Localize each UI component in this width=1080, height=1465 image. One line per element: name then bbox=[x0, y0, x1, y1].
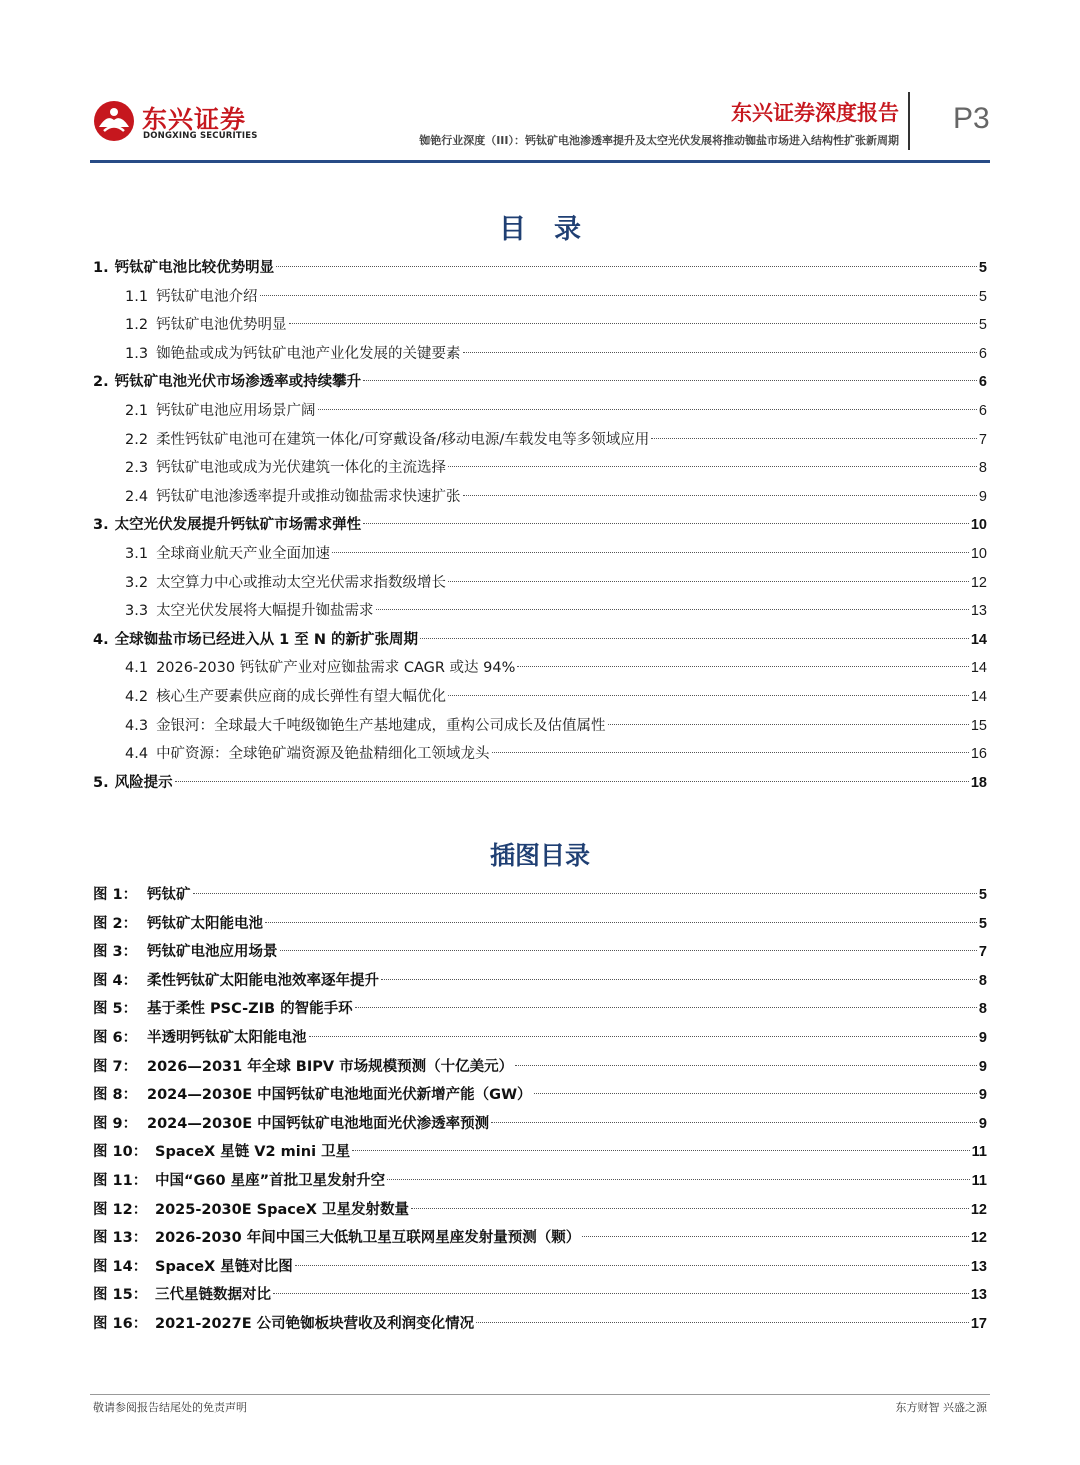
entry-title: 钙钛矿电池应用场景 bbox=[147, 944, 278, 961]
entry-page: 6 bbox=[978, 374, 987, 391]
entry-title: 钙钛矿 bbox=[147, 887, 191, 903]
entry-number: 图 2： bbox=[93, 915, 138, 932]
entry-title: 2021-2027E 公司铯铷板块营收及利润变化情况 bbox=[155, 1315, 475, 1332]
dot-leader bbox=[492, 752, 969, 753]
dot-leader bbox=[608, 724, 969, 725]
entry-page: 16 bbox=[970, 746, 987, 763]
dot-leader bbox=[280, 950, 977, 951]
entry-page: 14 bbox=[970, 631, 987, 648]
dot-leader bbox=[448, 581, 969, 582]
figure-entry[interactable] bbox=[93, 1053, 987, 1082]
entry-page: 15 bbox=[970, 717, 987, 734]
entry-page: 9 bbox=[978, 1115, 987, 1132]
page-number: P3 bbox=[953, 102, 990, 135]
dot-leader bbox=[376, 609, 969, 610]
entry-page: 13 bbox=[970, 1258, 987, 1275]
entry-number: 图 4： bbox=[93, 972, 138, 989]
dot-leader bbox=[352, 1150, 970, 1151]
entry-title: 2024—2030E 中国钙钛矿电池地面光伏渗透率预测 bbox=[147, 1115, 490, 1132]
figure-entry[interactable] bbox=[93, 1310, 987, 1339]
entry-title: 太空光伏发展将大幅提升铷盐需求 bbox=[156, 603, 374, 620]
entry-number: 2.3 bbox=[125, 460, 149, 477]
entry-page: 9 bbox=[978, 488, 987, 505]
figure-entry[interactable] bbox=[93, 1281, 987, 1310]
dot-leader bbox=[381, 979, 977, 980]
brand-name-en: DONGXING SECURITIES bbox=[143, 131, 258, 141]
entry-title: 2026-2030 年间中国三大低轨卫星互联网星座发射量预测（颗） bbox=[155, 1230, 581, 1247]
figure-list bbox=[93, 881, 987, 1339]
dot-leader bbox=[295, 1265, 969, 1266]
entry-title: SpaceX 星链对比图 bbox=[155, 1258, 293, 1275]
entry-title: 钙钛矿电池光伏市场渗透率或持续攀升 bbox=[114, 374, 362, 391]
dot-leader bbox=[534, 1093, 977, 1094]
entry-page: 8 bbox=[978, 1001, 987, 1018]
dot-leader bbox=[448, 695, 969, 696]
dot-leader bbox=[420, 638, 969, 639]
dot-leader bbox=[318, 409, 977, 410]
figure-entry[interactable] bbox=[93, 910, 987, 939]
entry-number: 3.3 bbox=[125, 603, 149, 620]
entry-title: 2024—2030E 中国钙钛矿电池地面光伏新增产能（GW） bbox=[147, 1087, 532, 1104]
figure-entry[interactable] bbox=[93, 1081, 987, 1110]
toc-entry-subsection[interactable] bbox=[93, 454, 987, 483]
entry-number: 4.2 bbox=[125, 688, 149, 705]
dot-leader bbox=[260, 295, 977, 296]
entry-page: 5 bbox=[978, 915, 987, 932]
entry-page: 6 bbox=[978, 345, 987, 362]
entry-page: 5 bbox=[978, 317, 987, 334]
dot-leader bbox=[463, 352, 977, 353]
figure-entry[interactable] bbox=[93, 1138, 987, 1167]
entry-page: 12 bbox=[970, 574, 987, 591]
figure-entry[interactable] bbox=[93, 1024, 987, 1053]
entry-number: 图 16： bbox=[93, 1315, 148, 1332]
entry-number: 4.1 bbox=[125, 660, 149, 677]
entry-page: 13 bbox=[970, 603, 987, 620]
entry-title: 太空算力中心或推动太空光伏需求指数级增长 bbox=[156, 574, 447, 591]
entry-title: 半透明钙钛矿太阳能电池 bbox=[147, 1029, 307, 1046]
header-separator bbox=[908, 92, 910, 150]
entry-title: 钙钛矿电池优势明显 bbox=[156, 317, 287, 334]
entry-title: 风险提示 bbox=[114, 774, 173, 791]
entry-number: 图 10： bbox=[93, 1144, 148, 1161]
dot-leader bbox=[332, 552, 969, 553]
entry-number: 4.3 bbox=[125, 717, 149, 734]
entry-title: 柔性钙钛矿太阳能电池效率逐年提升 bbox=[147, 972, 379, 989]
toc-list bbox=[93, 254, 987, 797]
toc-entry-subsection[interactable] bbox=[93, 426, 987, 455]
dot-leader bbox=[476, 1322, 969, 1323]
entry-number: 2.4 bbox=[125, 488, 149, 505]
toc-entry-subsection[interactable] bbox=[93, 683, 987, 712]
figure-entry[interactable] bbox=[93, 1196, 987, 1225]
entry-title: 基于柔性 PSC-ZIB 的智能手环 bbox=[147, 1001, 353, 1018]
entry-number: 4.4 bbox=[125, 746, 149, 763]
entry-title: 铷铯盐或成为钙钛矿电池产业化发展的关键要素 bbox=[156, 345, 461, 362]
toc-entry-subsection[interactable] bbox=[93, 283, 987, 312]
entry-title: 全球铷盐市场已经进入从 1 至 N 的新扩张周期 bbox=[114, 631, 419, 648]
entry-number: 2.1 bbox=[125, 402, 149, 419]
entry-number: 图 15： bbox=[93, 1287, 148, 1304]
header-rule bbox=[90, 160, 990, 163]
entry-page: 13 bbox=[970, 1287, 987, 1304]
figure-entry[interactable] bbox=[93, 967, 987, 996]
figure-list-heading: 插图目录 bbox=[489, 841, 590, 870]
entry-number: 2.2 bbox=[125, 431, 149, 448]
entry-title: 钙钛矿电池介绍 bbox=[156, 288, 258, 305]
toc-entry-subsection[interactable] bbox=[93, 397, 987, 426]
footer-slogan: 东方财智 兴盛之源 bbox=[895, 1401, 987, 1414]
entry-number: 图 1： bbox=[93, 887, 138, 903]
entry-title: 钙钛矿电池比较优势明显 bbox=[114, 260, 275, 276]
dot-leader bbox=[193, 893, 977, 894]
entry-page: 14 bbox=[970, 688, 987, 705]
entry-page: 10 bbox=[970, 517, 987, 534]
entry-page: 14 bbox=[970, 660, 987, 677]
entry-number: 3.1 bbox=[125, 545, 149, 562]
entry-number: 5. bbox=[93, 774, 109, 791]
entry-number: 图 7： bbox=[93, 1058, 138, 1075]
entry-number: 1.2 bbox=[125, 317, 149, 334]
entry-page: 12 bbox=[970, 1230, 987, 1247]
dot-leader bbox=[411, 1208, 969, 1209]
dot-leader bbox=[265, 922, 977, 923]
entry-title: 核心生产要素供应商的成长弹性有望大幅优化 bbox=[156, 688, 447, 705]
dongxing-logo-icon bbox=[93, 100, 135, 142]
entry-page: 18 bbox=[970, 774, 987, 791]
entry-title: 钙钛矿电池或成为光伏建筑一体化的主流选择 bbox=[156, 460, 447, 477]
entry-page: 17 bbox=[970, 1315, 987, 1332]
footer-rule bbox=[90, 1394, 990, 1395]
footer-disclaimer: 敬请参阅报告结尾处的免责声明 bbox=[93, 1401, 247, 1414]
figure-entry[interactable] bbox=[93, 995, 987, 1024]
entry-number: 1. bbox=[93, 260, 109, 276]
toc-entry-subsection[interactable] bbox=[93, 483, 987, 512]
dot-leader bbox=[651, 438, 977, 439]
figure-entry[interactable] bbox=[93, 938, 987, 967]
entry-page: 5 bbox=[978, 288, 987, 305]
toc-entry-section[interactable] bbox=[93, 254, 987, 283]
toc-entry-subsection[interactable] bbox=[93, 597, 987, 626]
entry-number: 图 6： bbox=[93, 1029, 138, 1046]
entry-title: 全球商业航天产业全面加速 bbox=[156, 545, 331, 562]
dot-leader bbox=[387, 1179, 969, 1180]
toc-entry-subsection[interactable] bbox=[93, 340, 987, 369]
entry-number: 3. bbox=[93, 517, 109, 534]
toc-entry-subsection[interactable] bbox=[93, 712, 987, 741]
entry-title: 2025-2030E SpaceX 卫星发射数量 bbox=[155, 1201, 409, 1218]
entry-title: 中国“G60 星座”首批卫星发射升空 bbox=[155, 1172, 386, 1189]
entry-title: 三代星链数据对比 bbox=[155, 1287, 271, 1304]
entry-number: 图 3： bbox=[93, 944, 138, 961]
dot-leader bbox=[289, 323, 977, 324]
entry-page: 5 bbox=[978, 260, 987, 276]
figure-entry[interactable] bbox=[93, 1110, 987, 1139]
page-header bbox=[0, 0, 1080, 170]
report-subtitle: 铷铯行业深度（III）：钙钛矿电池渗透率提升及太空光伏发展将推动铷盐市场进入结构性扩张新周期 bbox=[419, 134, 899, 147]
entry-number: 1.1 bbox=[125, 288, 149, 305]
entry-number: 2. bbox=[93, 374, 109, 391]
toc-entry-section[interactable] bbox=[93, 511, 987, 540]
figure-entry[interactable] bbox=[93, 881, 987, 910]
entry-number: 3.2 bbox=[125, 574, 149, 591]
toc-heading: 目录 bbox=[499, 214, 609, 245]
entry-number: 图 13： bbox=[93, 1230, 148, 1247]
dot-leader bbox=[175, 781, 969, 782]
dot-leader bbox=[309, 1036, 977, 1037]
entry-title: 金银河：全球最大千吨级铷铯生产基地建成，重构公司成长及估值属性 bbox=[156, 717, 606, 734]
toc-entry-subsection[interactable] bbox=[93, 740, 987, 769]
dot-leader bbox=[276, 266, 977, 267]
entry-number: 图 5： bbox=[93, 1001, 138, 1018]
entry-page: 9 bbox=[978, 1087, 987, 1104]
dot-leader bbox=[582, 1236, 969, 1237]
entry-title: 钙钛矿电池应用场景广阔 bbox=[156, 402, 316, 419]
report-brand: 东兴证券深度报告 bbox=[731, 101, 899, 125]
dot-leader bbox=[363, 380, 977, 381]
entry-title: 2026-2030 钙钛矿产业对应铷盐需求 CAGR 或达 94% bbox=[156, 660, 516, 677]
entry-page: 9 bbox=[978, 1029, 987, 1046]
entry-number: 图 8： bbox=[93, 1087, 138, 1104]
dot-leader bbox=[355, 1007, 977, 1008]
toc-entry-section[interactable] bbox=[93, 769, 987, 798]
toc-entry-subsection[interactable] bbox=[93, 540, 987, 569]
entry-page: 11 bbox=[971, 1172, 987, 1189]
figure-entry[interactable] bbox=[93, 1224, 987, 1253]
entry-page: 8 bbox=[978, 972, 987, 989]
dot-leader bbox=[517, 666, 968, 667]
dot-leader bbox=[363, 523, 969, 524]
brand-name-cn: 东兴证券 bbox=[142, 105, 247, 134]
entry-page: 5 bbox=[978, 887, 987, 903]
toc-entry-subsection[interactable] bbox=[93, 654, 987, 683]
entry-number: 图 14： bbox=[93, 1258, 148, 1275]
entry-page: 6 bbox=[978, 402, 987, 419]
figure-entry[interactable] bbox=[93, 1167, 987, 1196]
toc-entry-subsection[interactable] bbox=[93, 569, 987, 598]
toc-entry-subsection[interactable] bbox=[93, 311, 987, 340]
figure-entry[interactable] bbox=[93, 1253, 987, 1282]
dot-leader bbox=[463, 495, 977, 496]
entry-number: 4. bbox=[93, 631, 109, 648]
entry-number: 图 11： bbox=[93, 1172, 148, 1189]
entry-title: 钙钛矿太阳能电池 bbox=[147, 915, 263, 932]
entry-page: 9 bbox=[978, 1058, 987, 1075]
entry-title: 柔性钙钛矿电池可在建筑一体化/可穿戴设备/移动电源/车载发电等多领域应用 bbox=[156, 431, 650, 448]
dot-leader bbox=[273, 1293, 969, 1294]
toc-entry-section[interactable] bbox=[93, 368, 987, 397]
entry-page: 7 bbox=[978, 944, 987, 961]
entry-page: 11 bbox=[971, 1144, 987, 1161]
dot-leader bbox=[515, 1065, 977, 1066]
entry-title: SpaceX 星链 V2 mini 卫星 bbox=[155, 1144, 351, 1161]
dot-leader bbox=[491, 1122, 977, 1123]
dot-leader bbox=[448, 466, 977, 467]
entry-title: 2026—2031 年全球 BIPV 市场规模预测（十亿美元） bbox=[147, 1058, 514, 1075]
entry-title: 中矿资源：全球铯矿端资源及铯盐精细化工领域龙头 bbox=[156, 746, 490, 763]
entry-title: 太空光伏发展提升钙钛矿市场需求弹性 bbox=[114, 517, 362, 534]
entry-number: 图 12： bbox=[93, 1201, 148, 1218]
entry-number: 图 9： bbox=[93, 1115, 138, 1132]
entry-page: 12 bbox=[970, 1201, 987, 1218]
entry-number: 1.3 bbox=[125, 345, 149, 362]
entry-page: 8 bbox=[978, 460, 987, 477]
entry-page: 7 bbox=[978, 431, 987, 448]
entry-page: 10 bbox=[970, 545, 987, 562]
toc-entry-section[interactable] bbox=[93, 626, 987, 655]
entry-title: 钙钛矿电池渗透率提升或推动铷盐需求快速扩张 bbox=[156, 488, 461, 505]
